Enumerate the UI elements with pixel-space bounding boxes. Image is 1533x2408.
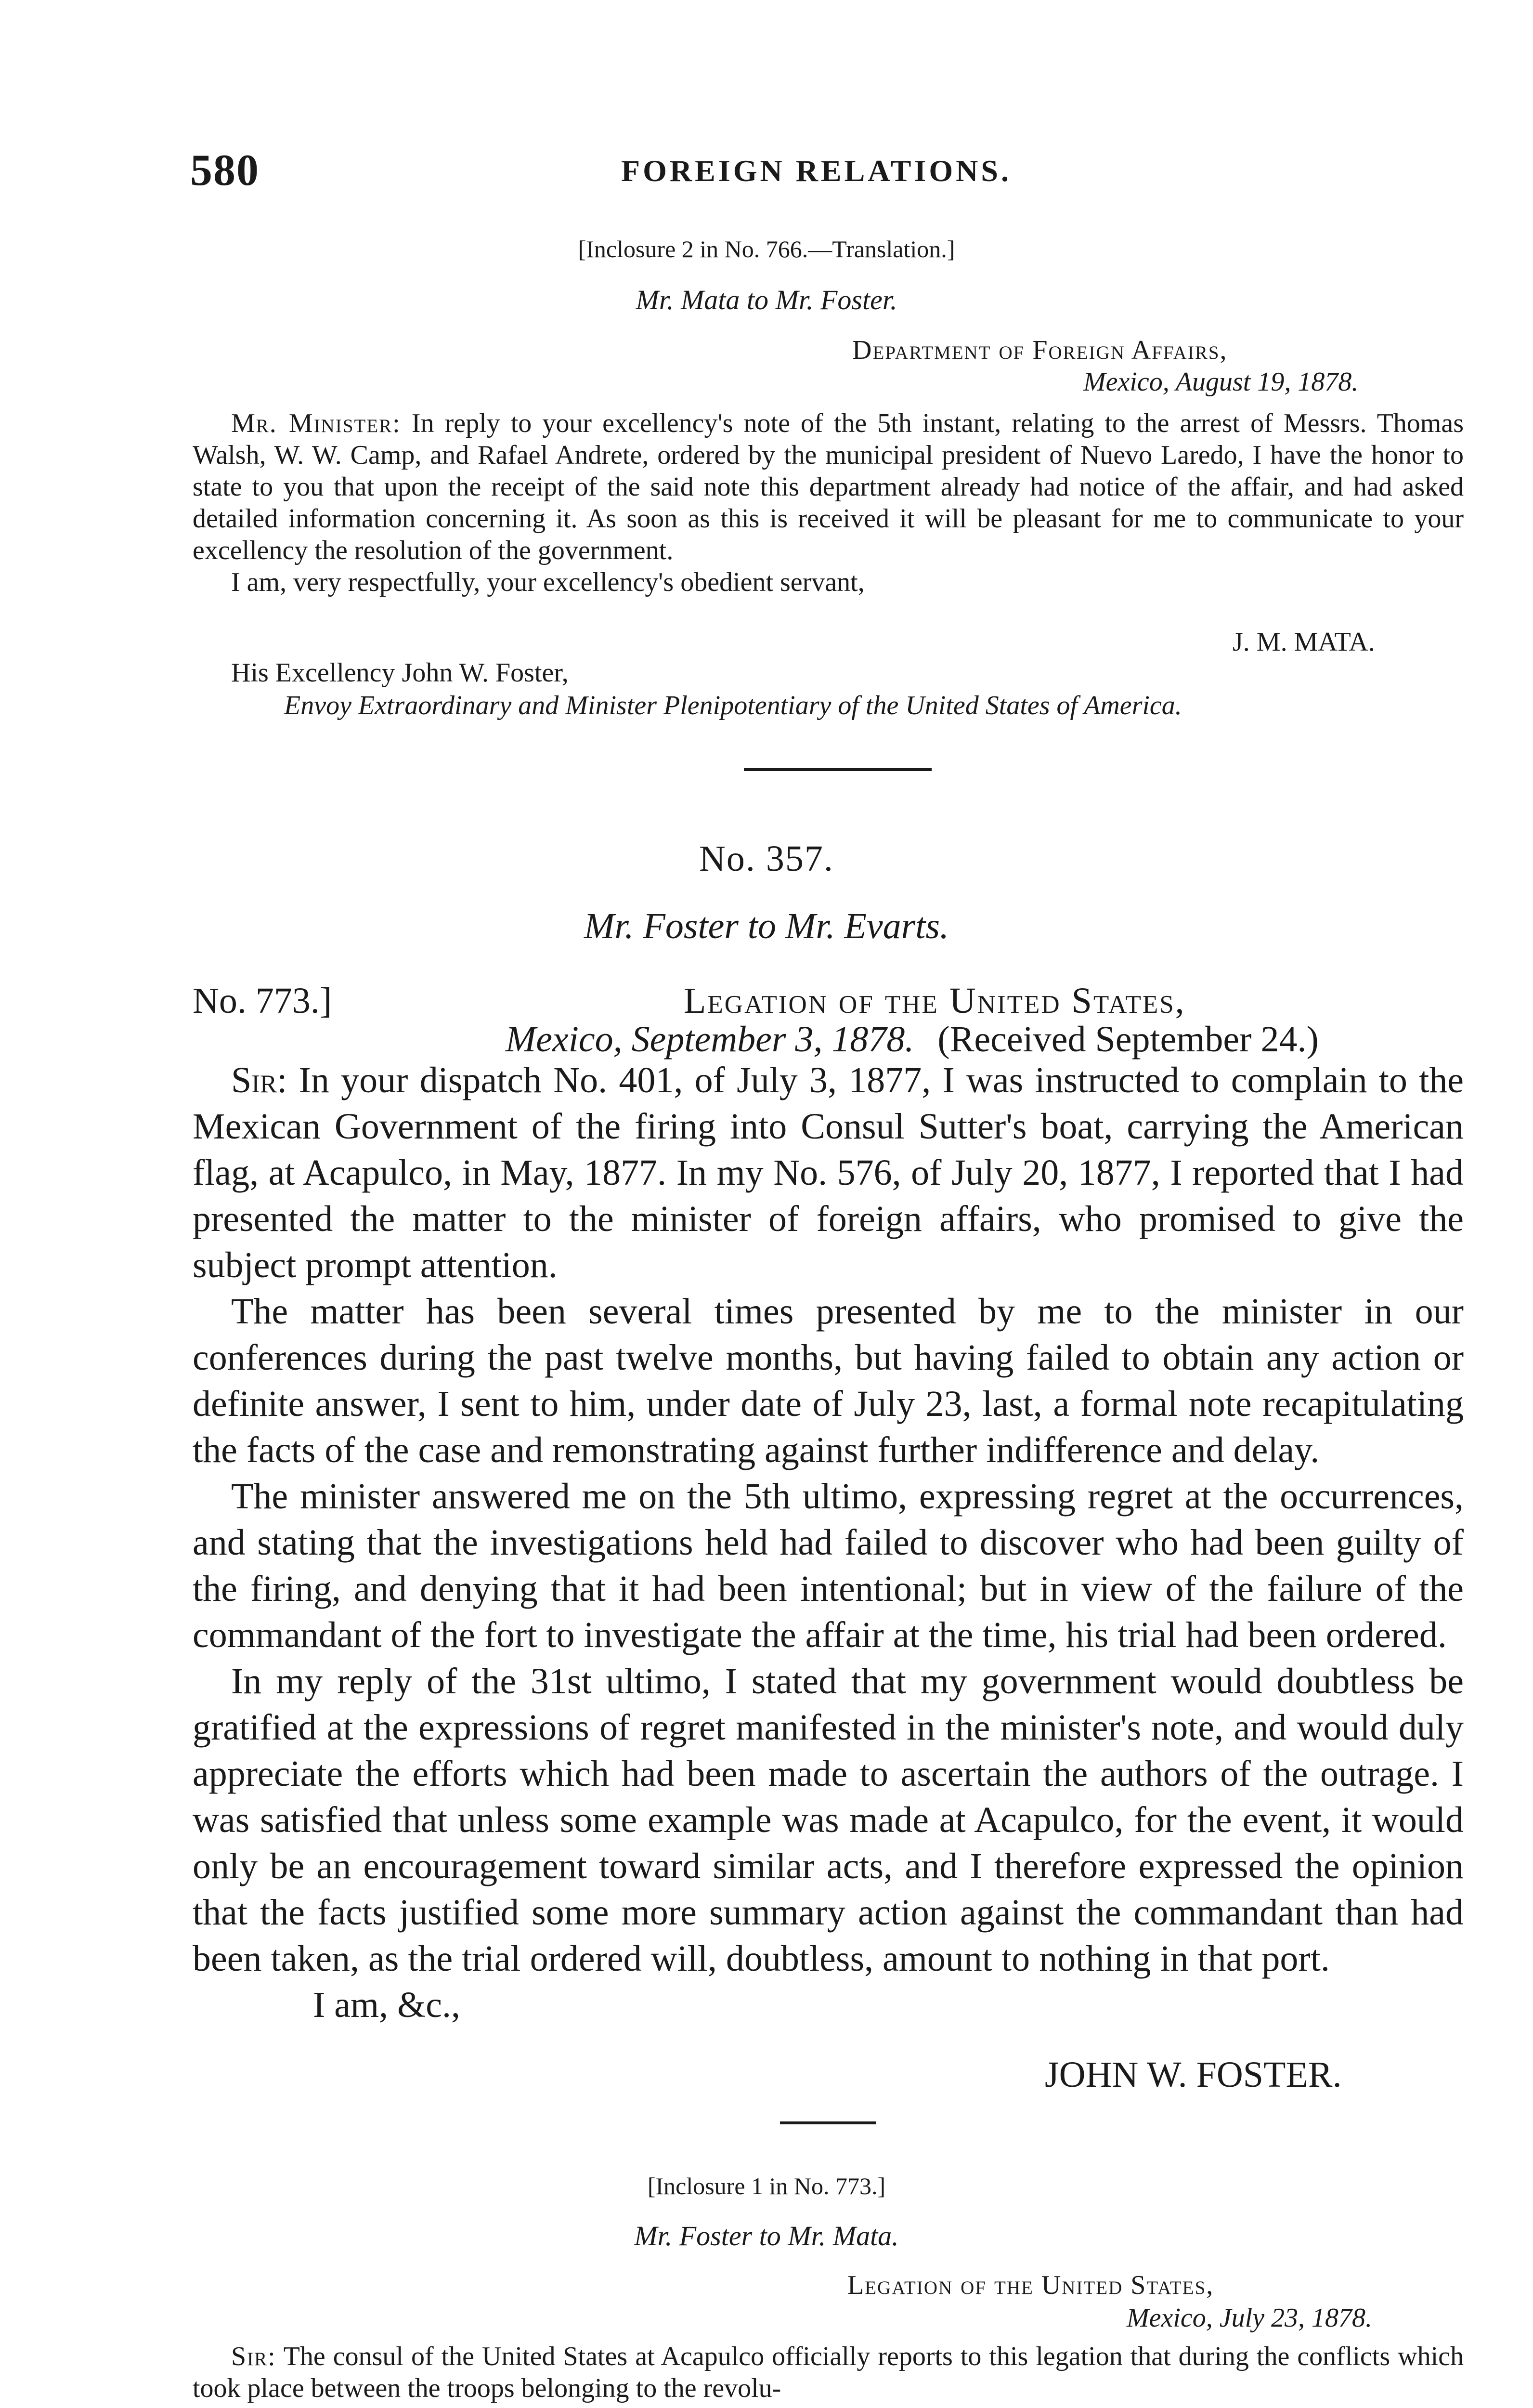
inclosure-1-heading: [Inclosure 1 in No. 773.] xyxy=(647,2172,886,2199)
dispatch-ref-number: No. 773.] xyxy=(193,981,332,1021)
dispatch-place: Legation of the United States, xyxy=(684,981,1186,1021)
dispatch-body xyxy=(193,1057,1464,2028)
inclosure-2-date: Mexico, August 19, 1878. xyxy=(1083,367,1359,397)
dispatch-date-line xyxy=(506,1016,1319,1062)
inclosure-1-body xyxy=(193,2341,1464,2404)
dispatch-paragraph: In my reply of the 31st ultimo, I stated that my government would doubtless be gratified at the expressions of regret manifested in the minister's note, and would duly appreciate the efforts which had been made to ascertain the authors of the outrage. I was satisfied that unless some example was made at Acapulco, for the event, it would only be an encouragement toward similar acts, and I therefore expressed the opinion that the facts justified some more summary action against the commandant than had been taken, as the trial ordered will, doubtless, amount to nothing in that port. xyxy=(193,1661,1464,1979)
inclosure-1-date: Mexico, July 23, 1878. xyxy=(1127,2303,1373,2333)
inclosure-2-place: Department of Foreign Affairs, xyxy=(852,335,1228,365)
inclosure-2-salutation: Mr. Minister: xyxy=(231,408,401,438)
dispatch-paragraph: Sir: In your dispatch No. 401, of July 3, 1877, I was instructed to complain to the Mexican Government of the firing into Consul Sutter's boat, carrying the American flag, at Acapulco, in May, 1877. In my No. 576, of July 20, 1877, I reported that I had presented the matter to the minister of foreign affairs, who promised to give the subject prompt attention. xyxy=(193,1060,1464,1285)
inclosure-2-text: In reply to your excellency's note of the 5th instant, relating to the arrest of Messrs. Thomas Walsh, W. W. Camp, and Rafael Andrete, ordered by the municipal president of Nuevo Laredo, I have the honor to state to you that upon the receipt of the said note this department already had notice of the affair, and had asked detailed information concerning it. As soon as this is received it will be pleasant for me to communicate to your excellency the resolution of the government. xyxy=(193,408,1464,565)
dispatch-title: Mr. Foster to Mr. Evarts. xyxy=(584,906,949,946)
inclosure-1-title: Mr. Foster to Mr. Mata. xyxy=(634,2220,899,2251)
inclosure-2-addressee-title: Envoy Extraordinary and Minister Plenipotentiary of the United States of America. xyxy=(284,691,1182,720)
inclosure-2-heading: [Inclosure 2 in No. 766.—Translation.] xyxy=(578,236,955,262)
section-divider xyxy=(744,768,932,771)
inclosure-1-text: The consul of the United States at Acapulco officially reports to this legation that during the conflicts which took place between the troops belonging to the revolu- xyxy=(193,2342,1464,2403)
inclosure-1-place: Legation of the United States, xyxy=(847,2270,1214,2300)
inclosure-2-body xyxy=(193,407,1464,598)
inclosure-2-title: Mr. Mata to Mr. Foster. xyxy=(636,284,897,315)
dispatch-paragraph: The minister answered me on the 5th ultimo, expressing regret at the occurrences, and stating that the investigations held had failed to discover who had been guilty of the firing, and denying that it had been intentional; but in view of the failure of the commandant of the fort to investigate the affair at the time, his trial had been ordered. xyxy=(193,1476,1464,1655)
dispatch-salutation: Sir: xyxy=(231,1060,287,1100)
inclosure-2-signature: J. M. MATA. xyxy=(1233,627,1375,657)
dispatch-closing: I am, &c., xyxy=(313,1985,461,2025)
dispatch-number: No. 357. xyxy=(699,838,834,879)
inclosure-2-closing: I am, very respectfully, your excellency's obedient servant, xyxy=(231,567,865,597)
dispatch-received: (Received September 24.) xyxy=(937,1019,1319,1060)
dispatch-date: Mexico, September 3, 1878. xyxy=(506,1019,914,1060)
inclosure-2-addressee-name: His Excellency John W. Foster, xyxy=(231,658,569,688)
dispatch-signature: JOHN W. FOSTER. xyxy=(1045,2055,1342,2095)
page-number: 580 xyxy=(190,145,260,195)
section-divider xyxy=(780,2121,876,2124)
dispatch-paragraph: The matter has been several times presented by me to the minister in our conferences during the past twelve months, but having failed to obtain any action or definite answer, I sent to him, under date of July 23, last, a formal note recapitulating the facts of the case and remonstrating against further indifference and delay. xyxy=(193,1291,1464,1470)
running-title: FOREIGN RELATIONS. xyxy=(621,154,1012,188)
inclosure-1-salutation: Sir: xyxy=(231,2342,276,2371)
